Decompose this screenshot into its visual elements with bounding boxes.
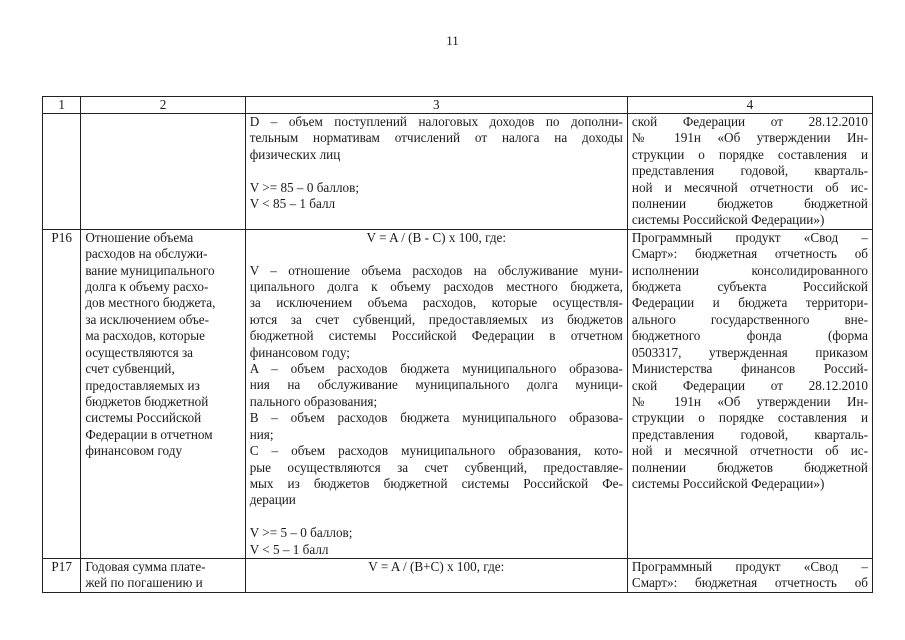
- score-line: V >= 5 – 0 баллов;: [249, 525, 353, 541]
- text-line: Программный продукт «Свод –: [631, 229, 868, 245]
- text-line: струкции о порядке составления и: [631, 146, 868, 162]
- text-line: пального образования;: [249, 393, 378, 409]
- indicator-name-cell: [81, 229, 245, 558]
- text-line: ма расходов, которые: [85, 328, 205, 344]
- text-line: счет субвенций,: [85, 361, 175, 377]
- text-line: ской Федерации от 28.12.2010: [631, 114, 868, 129]
- table-header-row: [43, 97, 873, 114]
- text-line: ской Федерации от 28.12.2010: [631, 377, 868, 393]
- text-line: тельным нормативам отчислений от налога на доходы: [249, 130, 623, 146]
- formula-cell: [245, 114, 627, 230]
- text-line: Смарт»: бюджетная отчетность об: [631, 575, 868, 591]
- text-line: представления годовой, кварталь-: [631, 163, 868, 179]
- text-line: струкции о порядке составления и: [631, 410, 868, 426]
- text-line: расходов на обслужи-: [85, 246, 208, 262]
- text-line: B – объем расходов бюджета муниципального образова-: [249, 410, 623, 426]
- formula: V = A / (B+C) x 100, где:: [368, 558, 505, 574]
- text-line: системы Российской: [85, 410, 202, 426]
- text-line: долга к объему расхо-: [85, 279, 209, 295]
- score-line: V < 85 – 1 балл: [249, 196, 336, 212]
- row-code-cell: Р17: [43, 558, 81, 592]
- text-line: бюджета субъекта Российской: [631, 279, 868, 295]
- header-col-4: 4: [627, 97, 872, 114]
- score-line: V >= 85 – 0 баллов;: [249, 179, 360, 195]
- text-line: представления годовой, кварталь-: [631, 426, 868, 442]
- text-line: Федерации в отчетном: [85, 426, 213, 442]
- text-line: ются за счет субвенций, предоставляемых из бюджетов: [249, 311, 623, 327]
- text-line: C – объем расходов муниципального образования, кото-: [249, 443, 623, 459]
- text-line: жей по погашению и: [85, 575, 203, 591]
- text-line: мых из бюджетов бюджетной системы Российской Фе-: [249, 475, 623, 491]
- text-line: дерации: [249, 492, 296, 508]
- page-number: 11: [446, 33, 459, 48]
- indicator-name-cell: [81, 114, 245, 230]
- indicator-name-cell: [81, 558, 245, 592]
- formula-cell: [245, 229, 627, 558]
- header-col-2: 2: [81, 97, 245, 114]
- text-line: предоставляемых из: [85, 377, 200, 393]
- text-line: Смарт»: бюджетная отчетность об: [631, 246, 868, 262]
- text-line: Годовая сумма плате-: [85, 558, 206, 574]
- text-line: физических лиц: [249, 146, 341, 162]
- text-line: исполнении консолидированного: [631, 262, 868, 278]
- text-line: ной и месячной отчетности об ис-: [631, 179, 868, 195]
- text-line: системы Российской Федерации»): [631, 475, 825, 491]
- source-cell: [627, 114, 872, 230]
- table-row-p17: [43, 558, 873, 592]
- text-line: финансовом году;: [249, 344, 350, 360]
- score-line: V < 5 – 1 балл: [249, 541, 329, 557]
- text-line: 0503317, утвержденная приказом: [631, 344, 868, 360]
- text-line: V – отношение объема расходов на обслуживание муни-: [249, 262, 623, 278]
- text-line: Министерства финансов Россий-: [631, 361, 868, 377]
- row-code-cell: Р16: [43, 229, 81, 558]
- text-line: бюджетов бюджетной: [85, 393, 209, 409]
- table-row-continuation: [43, 114, 873, 230]
- text-line: ния;: [249, 426, 274, 442]
- indicators-table: [42, 96, 873, 593]
- text-line: полнении бюджетов бюджетной: [631, 196, 868, 212]
- text-line: финансовом году: [85, 443, 183, 459]
- header-col-3: 3: [245, 97, 627, 114]
- text-line: D – объем поступлений налоговых доходов по дополни-: [249, 114, 623, 129]
- formula: V = A / (B - C) x 100, где:: [366, 229, 507, 245]
- text-line: за исключением объе-: [85, 311, 210, 327]
- text-line: системы Российской Федерации»): [631, 212, 825, 228]
- text-line: ния на обслуживание муниципального долга муници-: [249, 377, 623, 393]
- text-line: ального государственного вне-: [631, 311, 868, 327]
- text-line: полнении бюджетов бюджетной: [631, 459, 868, 475]
- text-line: № 191н «Об утверждении Ин-: [631, 130, 868, 146]
- row-code-cell: [43, 114, 81, 230]
- text-line: ципального долга к объему расходов местного бюджета,: [249, 279, 623, 295]
- text-line: дов местного бюджета,: [85, 295, 216, 311]
- text-line: бюджетной системы Российской Федерации в отчетном: [249, 328, 623, 344]
- text-line: № 191н «Об утверждении Ин-: [631, 393, 868, 409]
- formula-cell: [245, 558, 627, 592]
- header-col-1: 1: [43, 97, 81, 114]
- text-line: A – объем расходов бюджета муниципального образова-: [249, 361, 623, 377]
- text-line: осуществляются за: [85, 344, 194, 360]
- text-line: за исключением объема расходов, которые осуществля-: [249, 295, 623, 311]
- text-line: Федерации и бюджета территори-: [631, 295, 868, 311]
- source-cell: [627, 229, 872, 558]
- text-line: рые осуществляются за счет субвенций, предоставляе-: [249, 459, 623, 475]
- text-line: Программный продукт «Свод –: [631, 558, 868, 574]
- text-line: вание муниципального: [85, 262, 215, 278]
- text-line: Отношение объема: [85, 229, 194, 245]
- text-line: бюджетного фонда (форма: [631, 328, 868, 344]
- text-line: ной и месячной отчетности об ис-: [631, 443, 868, 459]
- table-row-p16: [43, 229, 873, 558]
- source-cell: [627, 558, 872, 592]
